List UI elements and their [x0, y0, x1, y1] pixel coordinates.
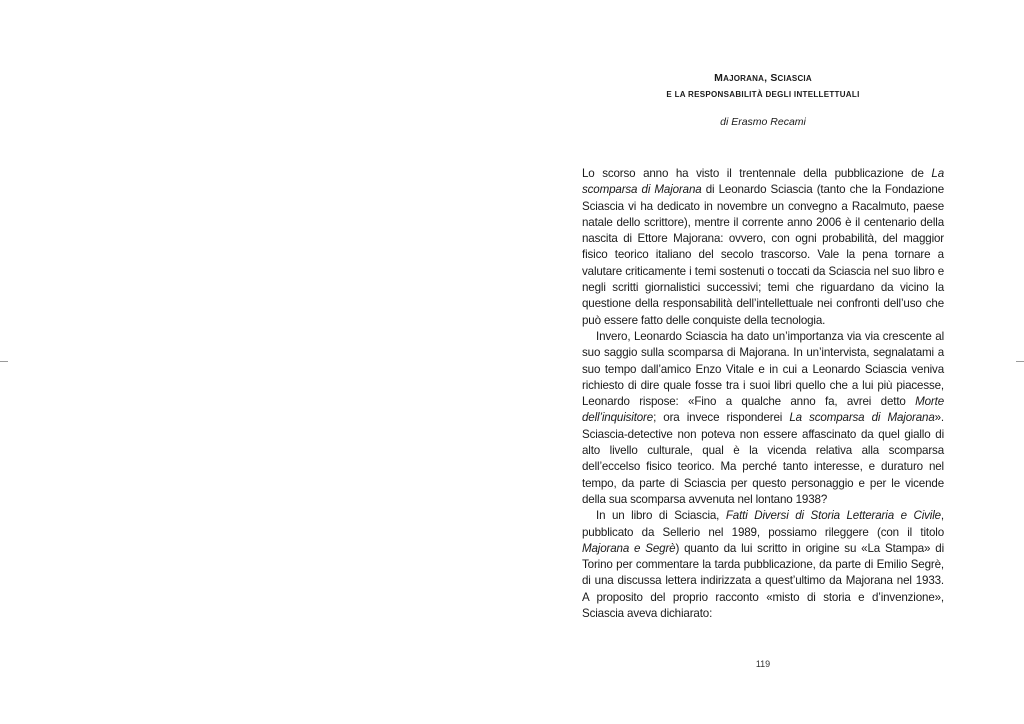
crop-mark-left — [0, 361, 8, 362]
italic-title-ref: Fatti Diversi di Storia Letteraria e Civile — [725, 509, 941, 523]
body-paragraph — [582, 166, 944, 329]
body-paragraph — [582, 508, 944, 622]
article-subtitle: E LA RESPONSABILITÀ DEGLI INTELLETTUALI — [666, 90, 860, 99]
title-cap-1: M — [714, 72, 724, 84]
text-run: ; ora invece risponderei — [653, 411, 790, 425]
italic-title-ref: La scomparsa di Majorana — [582, 167, 944, 197]
text-run: ) quanto da lui scritto in origine su «La Stampa» di Torino per commentare la tarda pubblicazione, da parte di Emilio Segrè, di una discussa lettera indirizzata a quest’ultimo da Majorana nel 1933. A proposito del proprio racconto «misto di storia e d’invenzione», Sciascia aveva dichiarato: — [582, 541, 944, 621]
title-rest-2: CIASCIA — [777, 74, 812, 83]
text-run: di Leonardo Sciascia (tanto che la Fondazione Sciascia vi ha dedicato in novembre un convegno a Racalmuto, paese natale dello scrittore), mentre il corrente anno 2006 è il centenario della nascita di Ettore Majorana: ovvero, con ogni probabilità, del maggior fisico teorico italiano del secolo trascorso. Vale la pena tornare a valutare criticamente i temi sostenuti o toccati da Sciascia nel suo libro e negli scritti giornalistici successivi; temi che riguardano da vicino la questione della responsabilità dell’intellettuale nei confronti dell’uso che può essere fatto delle conquiste della tecnologia. — [582, 183, 944, 327]
title-separator: , — [764, 72, 771, 84]
text-run: Lo scorso anno ha visto il trentennale della pubblicazione de — [582, 167, 932, 180]
crop-mark-right — [1016, 361, 1024, 362]
page-number: 119 — [755, 659, 771, 669]
article-heading — [582, 72, 944, 129]
title-rest-1: AJORANA — [723, 74, 765, 83]
text-run: , pubblicato da Sellerio nel 1989, possiamo rileggere (con il titolo — [582, 509, 944, 539]
article-byline: di Erasmo Recami — [720, 116, 806, 128]
article-body — [582, 166, 944, 622]
title-cap-2: S — [770, 72, 778, 84]
text-run: ». Sciascia-detective non poteva non essere affascinato da quel giallo di alto livello culturale, qual è la vicenda relativa alla scomparsa dell’eccelso fisico teorico. Ma perché tanto interesse, e duraturo nel tempo, da parte di Sciascia per questo personaggio e per le vicende della sua scomparsa avvenuta nel lontano 1938? — [582, 411, 944, 506]
italic-title-ref: Majorana e Segrè — [582, 541, 676, 555]
italic-title-ref: La scomparsa di Majorana — [789, 411, 935, 425]
italic-title-ref: Morte dell’inquisitore — [582, 395, 944, 425]
text-run: Invero, Leonardo Sciascia ha dato un’importanza via via crescente al suo saggio sulla scomparsa di Majorana. In un’intervista, segnalatami a suo tempo dall’amico Enzo Vitale e in cui a Leonardo Sciascia veniva richiesto di dire quale fosse tra i suoi libri quello che a lui più piacesse, Leonardo rispose: «Fino a qualche anno fa, avrei detto — [582, 329, 944, 409]
body-paragraph — [582, 329, 944, 508]
text-run: In un libro di Sciascia, — [596, 509, 726, 523]
right-page — [582, 60, 944, 680]
article-title — [582, 72, 944, 85]
